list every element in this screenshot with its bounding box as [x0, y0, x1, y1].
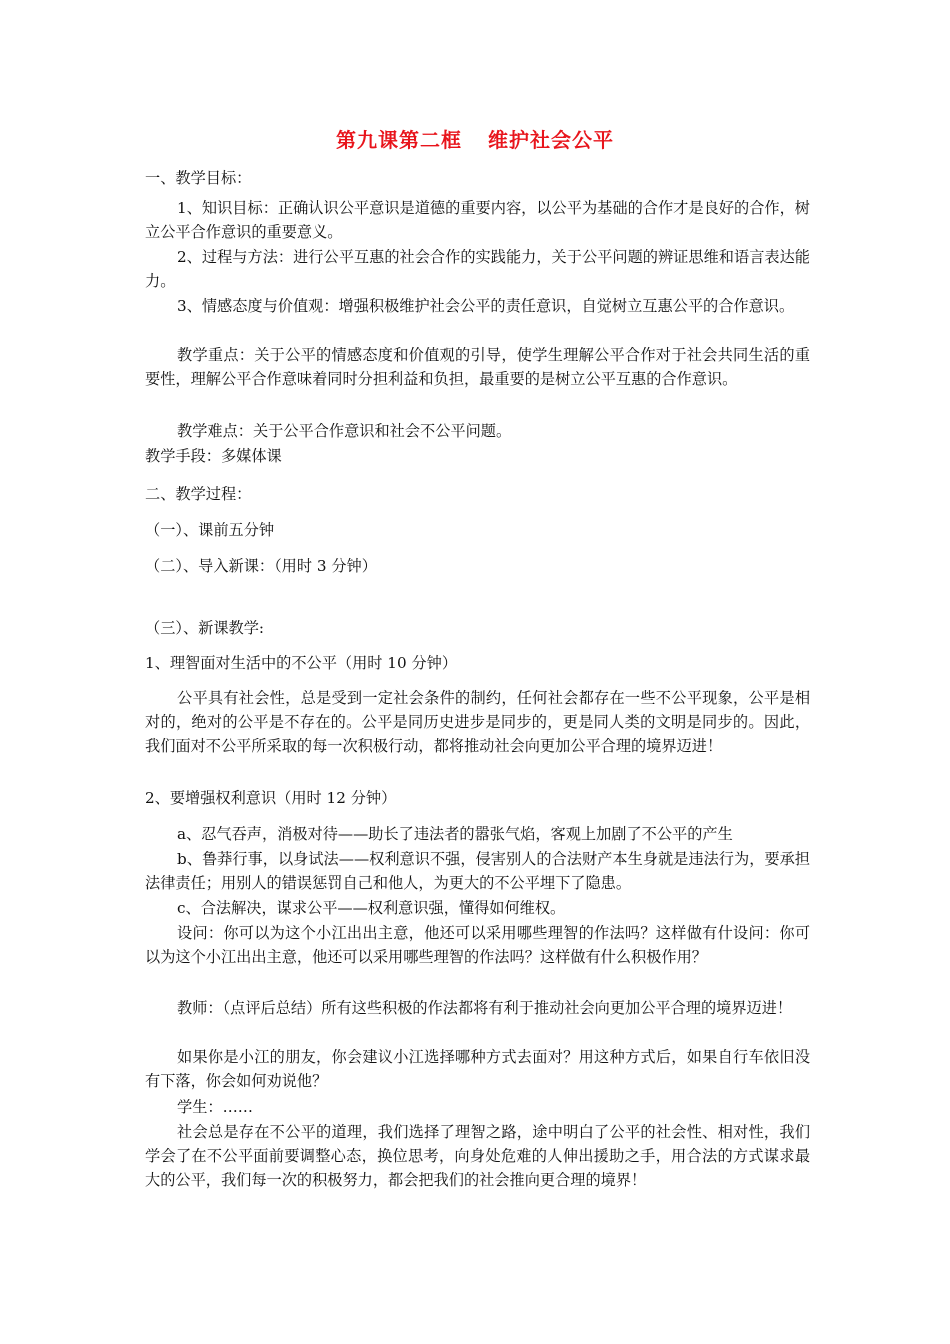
question: 设问：你可以为这个小江出出主意，他还可以采用哪些理智的作法吗？这样做有什设问：你可以为这个小江出出主意，他还可以采用哪些理智的作法吗？这样做有什么积极作用？	[145, 924, 810, 967]
teaching-means: 教学手段：多媒体课	[145, 447, 282, 465]
topic-1-body: 公平具有社会性，总是受到一定社会条件的制约，任何社会都存在一些不公平现象，公平是相对的，绝对的公平是不存在的。公平是同历史进步是同步的，更是同人类的文明是同步的。因此，我们面对不公平所采取的每一次积极行动，都将推动社会向更加公平合理的境界迈进！	[145, 689, 810, 756]
step-2: （二）、导入新课：（用时 3 分钟）	[145, 557, 377, 575]
option-b: b、鲁莽行事，以身试法——权利意识不强，侵害别人的合法财产本生身就是违法行为，要承担法律责任；用别人的错误惩罚自己和他人，为更大的不公平埋下了隐患。	[145, 850, 810, 893]
topic-1-heading: 1、理智面对生活中的不公平（用时 10 分钟）	[145, 654, 458, 672]
option-a: a、忍气吞声，消极对待——助长了违法者的嚣张气焰，客观上加剧了不公平的产生	[177, 825, 733, 843]
key-point: 教学重点：关于公平的情感态度和价值观的引导，使学生理解公平合作对于社会共同生活的重要性，理解公平合作意味着同时分担利益和负担，最重要的是树立公平互惠的合作意识。	[145, 346, 810, 389]
goal-process: 2、过程与方法：进行公平互惠的社会合作的实践能力，关于公平问题的辨证思维和语言表达能力。	[145, 248, 810, 291]
page-title	[0, 124, 950, 153]
section-heading-process: 二、教学过程：	[145, 485, 252, 503]
step-1: （一）、课前五分钟	[145, 521, 275, 539]
student-response: 学生：……	[177, 1098, 253, 1116]
title-lesson: 第九课第二框	[336, 128, 462, 152]
step-3: （三）、新课教学:	[145, 619, 265, 637]
section-heading-goals: 一、教学目标：	[145, 169, 252, 187]
goal-emotion: 3、情感态度与价值观：增强积极维护社会公平的责任意识，自觉树立互惠公平的合作意识。	[177, 297, 795, 315]
option-c: c、合法解决，谋求公平——权利意识强，懂得如何维权。	[177, 899, 566, 917]
goal-knowledge: 1、知识目标：正确认识公平意识是道德的重要内容，以公平为基础的合作才是良好的合作，树立公平合作意识的重要意义。	[145, 199, 810, 242]
teacher-summary: 教师：（点评后总结）所有这些积极的作法都将有利于推动社会向更加公平合理的境界迈进！	[177, 999, 793, 1017]
conclusion: 社会总是存在不公平的道理，我们选择了理智之路，途中明白了公平的社会性、相对性，我们学会了在不公平面前要调整心态，换位思考，向身处危难的人伸出援助之手，用合法的方式谋求最大的公平，我们每一次的积极努力，都会把我们的社会推向更合理的境界！	[145, 1123, 810, 1190]
topic-2-heading: 2、要增强权利意识（用时 12 分钟）	[145, 789, 397, 807]
title-topic: 维护社会公平	[488, 128, 614, 152]
difficult-point: 教学难点：关于公平合作意识和社会不公平问题。	[177, 422, 512, 440]
scenario: 如果你是小江的朋友，你会建议小江选择哪种方式去面对？用这种方式后，如果自行车依旧没有下落，你会如何劝说他？	[145, 1048, 810, 1091]
